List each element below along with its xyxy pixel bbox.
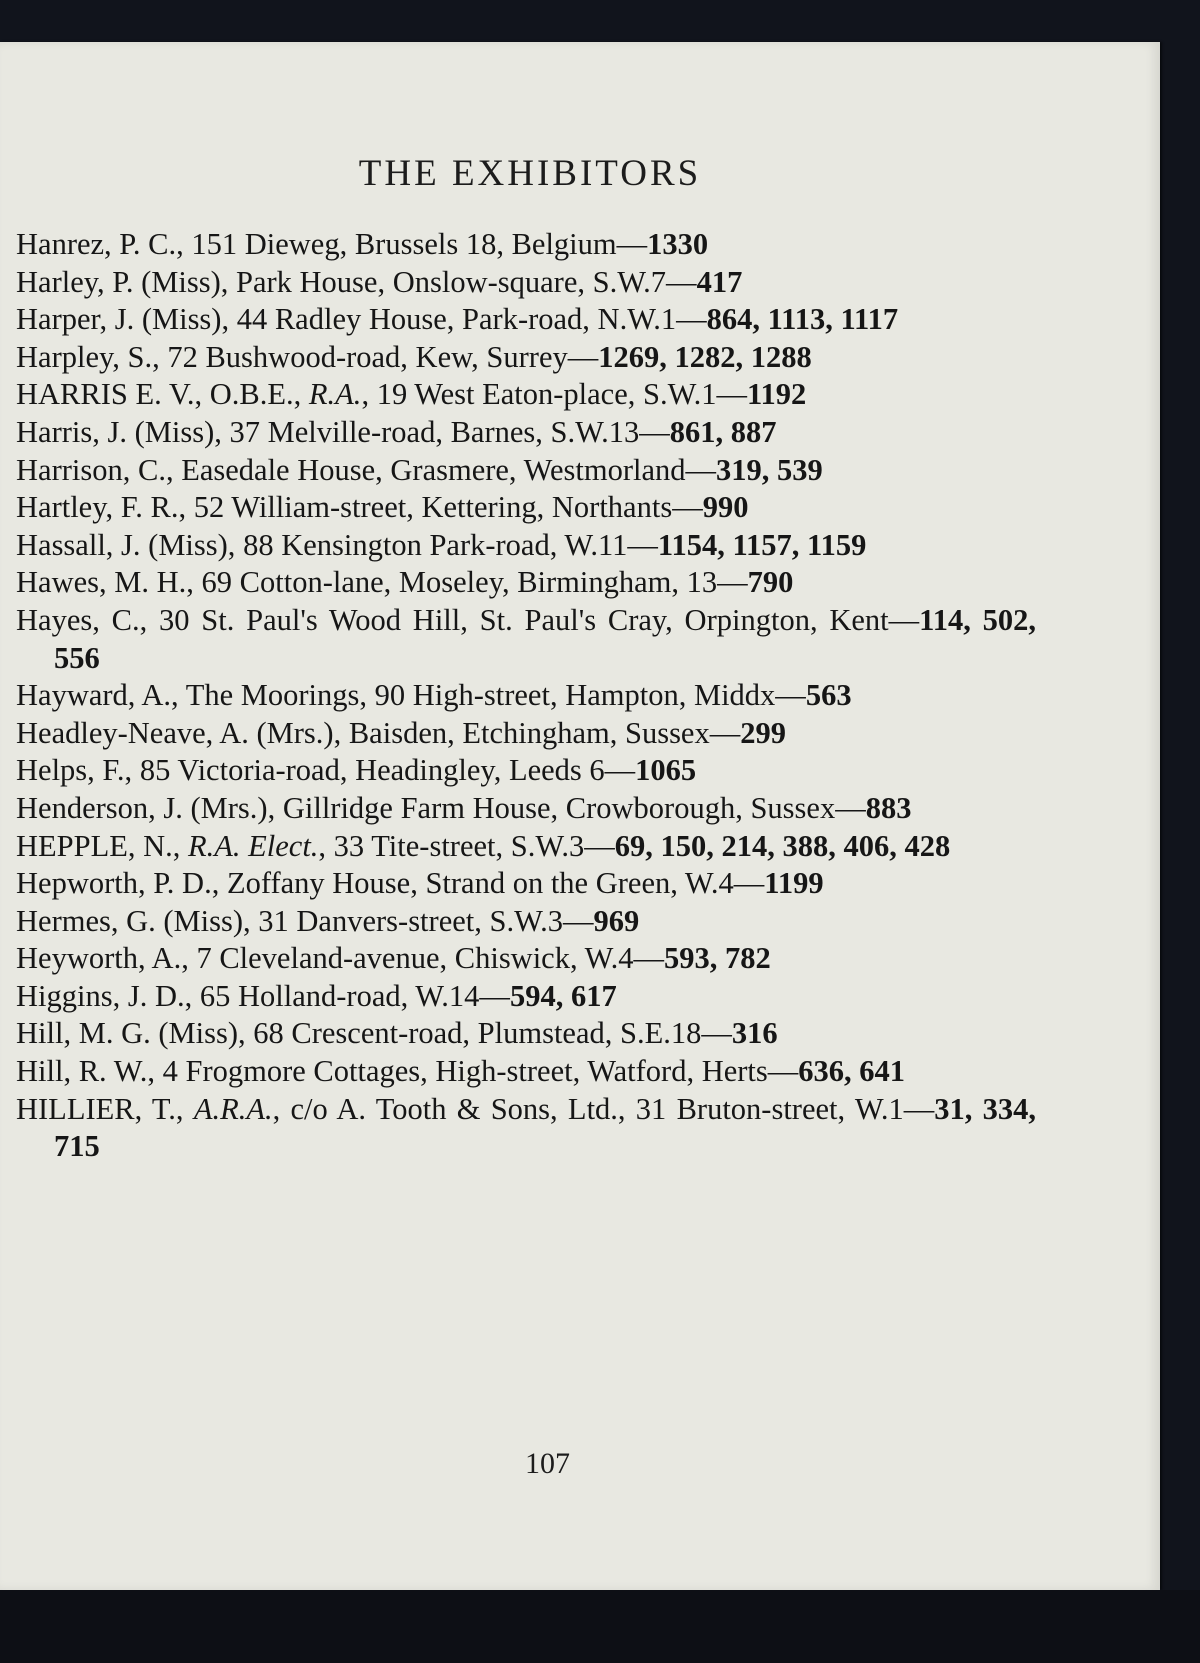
exhibitor-entry <box>16 828 1036 866</box>
exhibit-numbers: 593, 782 <box>664 941 771 976</box>
exhibit-numbers: 316 <box>731 1016 778 1051</box>
exhibitor-name: Hermes, G. (Miss), <box>16 903 259 938</box>
exhibitor-name: Hayward, A., <box>16 678 186 713</box>
exhibitor-address: The Moorings, 90 High-street, Hampton, Middx— <box>185 678 806 713</box>
exhibit-numbers: 299 <box>740 715 786 750</box>
exhibitor-name: Headley-Neave, A. (Mrs.), <box>16 715 349 750</box>
exhibitor-title: A.R.A. <box>193 1091 273 1126</box>
exhibit-numbers: 1199 <box>764 866 824 901</box>
exhibitor-entry <box>16 865 1036 903</box>
exhibitor-address: 68 Crescent-road, Plumstead, S.E.18— <box>253 1016 732 1051</box>
exhibitor-entry <box>16 602 1036 677</box>
exhibitor-address: 4 Frogmore Cottages, High-street, Watford, Herts— <box>162 1054 799 1089</box>
exhibitor-address: 85 Victoria-road, Headingley, Leeds 6— <box>139 753 636 788</box>
exhibitor-name: Heyworth, A., <box>16 941 197 976</box>
exhibitor-name: Harley, P. (Miss), <box>16 264 236 299</box>
exhibitor-address: Park House, Onslow-square, S.W.7— <box>235 264 697 299</box>
exhibitor-entry <box>16 452 1036 490</box>
exhibitor-entry <box>16 264 1036 302</box>
exhibitor-entry <box>16 1015 1036 1053</box>
exhibitor-name: HARRIS E. V., O.B.E., <box>16 377 309 412</box>
exhibitor-name: Hartley, F. R., <box>16 490 194 525</box>
exhibitor-entry <box>16 940 1036 978</box>
exhibit-numbers: 319, 539 <box>716 452 823 487</box>
exhibitor-entry <box>16 978 1036 1016</box>
exhibit-numbers: 990 <box>702 490 749 525</box>
book-cover-edge <box>0 1590 1200 1663</box>
exhibitor-list <box>16 226 1036 1166</box>
exhibitor-entry <box>16 715 1036 753</box>
page-title: THE EXHIBITORS <box>358 153 702 194</box>
exhibitor-address: 52 William-street, Kettering, Northants— <box>193 490 703 525</box>
exhibitor-address: 7 Cleveland-avenue, Chiswick, W.4— <box>196 941 665 976</box>
exhibitor-name: Hawes, M. H., <box>16 565 202 600</box>
exhibitor-address: 44 Radley House, Park-road, N.W.1— <box>236 302 707 337</box>
exhibitor-entry <box>16 301 1036 339</box>
exhibitor-entry <box>16 339 1036 377</box>
exhibitor-name: Hill, M. G. (Miss), <box>16 1016 254 1051</box>
exhibitor-name: Higgins, J. D., <box>16 978 200 1013</box>
exhibit-numbers: 114, 502, 556 <box>54 602 1036 675</box>
exhibitor-entry <box>16 226 1036 264</box>
exhibitor-name: Henderson, J. (Mrs.), <box>16 790 283 825</box>
exhibitor-address: 72 Bushwood-road, Kew, Surrey— <box>167 339 599 374</box>
exhibitor-address: , 19 West Eaton-place, S.W.1— <box>361 377 747 412</box>
exhibitor-name: Hill, R. W., <box>16 1054 163 1089</box>
exhibitor-address: 88 Kensington Park-road, W.11— <box>243 527 658 562</box>
exhibit-numbers: 1330 <box>647 227 709 261</box>
exhibitor-name: Harper, J. (Miss), <box>16 302 237 337</box>
exhibitor-name: Harrison, C., <box>16 452 182 487</box>
exhibitor-entry <box>16 414 1036 452</box>
page-number: 107 <box>525 1447 570 1480</box>
exhibit-numbers: 883 <box>865 790 912 825</box>
exhibit-numbers: 861, 887 <box>669 414 777 449</box>
exhibitor-address: Gillridge Farm House, Crowborough, Sussex— <box>282 790 866 825</box>
exhibitor-address: Zoffany House, Strand on the Green, W.4— <box>226 866 765 901</box>
exhibitor-name: Hayes, C., <box>16 602 159 637</box>
exhibitor-name: HEPPLE, N., <box>16 828 188 863</box>
exhibit-numbers: 594, 617 <box>509 978 617 1013</box>
book-page <box>0 42 1160 1590</box>
exhibit-numbers: 69, 150, 214, 388, 406, 428 <box>614 828 951 863</box>
exhibitor-name: Hassall, J. (Miss), <box>16 527 244 562</box>
exhibitor-address: , c/o A. Tooth & Sons, Ltd., 31 Bruton-street, W.1— <box>272 1091 935 1126</box>
exhibitor-entry <box>16 1091 1036 1166</box>
exhibitor-name: Harris, J. (Miss), <box>16 414 230 449</box>
exhibitor-entry <box>16 489 1036 527</box>
exhibitor-name: Hanrez, P. C., <box>16 227 192 261</box>
exhibitor-entry <box>16 527 1036 565</box>
exhibitor-title: R.A. <box>308 377 362 412</box>
exhibitor-address: 37 Melville-road, Barnes, S.W.13— <box>229 414 670 449</box>
exhibit-numbers: 636, 641 <box>798 1054 906 1089</box>
exhibitor-address: Easedale House, Grasmere, Westmorland— <box>181 452 716 487</box>
exhibitor-entry <box>16 564 1036 602</box>
exhibitor-address: Baisden, Etchingham, Sussex— <box>348 715 741 750</box>
exhibitor-address: 30 St. Paul's Wood Hill, St. Paul's Cray, Orpington, Kent— <box>159 602 920 637</box>
exhibit-numbers: 1192 <box>746 377 807 412</box>
exhibit-numbers: 31, 334, 715 <box>54 1091 1037 1164</box>
exhibitor-address: 69 Cotton-lane, Moseley, Birmingham, 13— <box>201 565 748 600</box>
exhibitor-title: R.A. Elect. <box>188 828 319 863</box>
exhibit-numbers: 1065 <box>635 753 697 788</box>
exhibit-numbers: 417 <box>696 264 743 299</box>
exhibit-numbers: 563 <box>805 678 852 713</box>
exhibitor-address: 65 Holland-road, W.14— <box>199 978 510 1013</box>
exhibitor-address: , 33 Tite-street, S.W.3— <box>318 828 615 863</box>
exhibitor-entry <box>16 1053 1036 1091</box>
exhibit-numbers: 969 <box>593 903 640 938</box>
exhibitor-address: 151 Dieweg, Brussels 18, Belgium— <box>191 227 648 261</box>
exhibitor-entry <box>16 790 1036 828</box>
exhibit-numbers: 1154, 1157, 1159 <box>657 527 867 562</box>
exhibitor-entry <box>16 376 1036 414</box>
exhibit-numbers: 1269, 1282, 1288 <box>598 339 812 374</box>
exhibitor-entry <box>16 903 1036 941</box>
exhibitor-address: 31 Danvers-street, S.W.3— <box>258 903 594 938</box>
exhibitor-name: HILLIER, T., <box>16 1091 194 1126</box>
exhibit-numbers: 790 <box>747 565 794 600</box>
exhibitor-name: Hepworth, P. D., <box>16 866 227 901</box>
exhibitor-name: Harpley, S., <box>16 339 168 374</box>
exhibitor-name: Helps, F., <box>16 753 140 788</box>
exhibitor-entry <box>16 677 1036 715</box>
exhibitor-entry <box>16 752 1036 790</box>
exhibit-numbers: 864, 1113, 1117 <box>706 302 899 337</box>
